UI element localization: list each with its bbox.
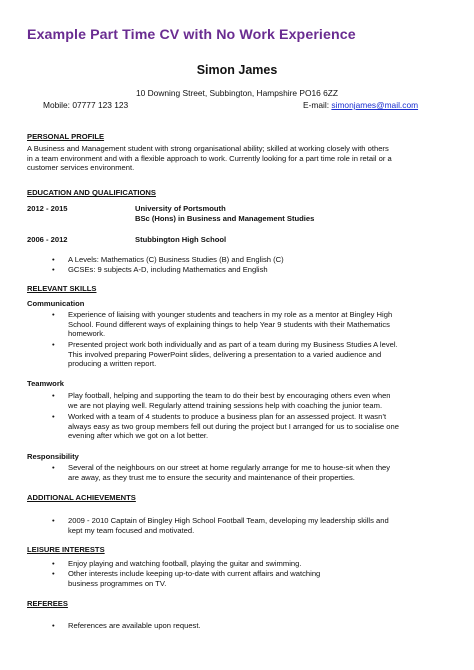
mobile-number: Mobile: 07777 123 123 [43,100,129,110]
bullet-marker: • [52,391,55,400]
document-title: Example Part Time CV with No Work Experience [27,27,356,43]
education-institution: Stubbington High School [135,235,227,244]
profile-line: customer services environment. [27,163,135,173]
skill-item: Presented project work both individually and as part of a team during my Business Studies A level. This involved preparing PowerPoint slides, delivering a presentation to a varied audience and producing a written report. [68,340,398,369]
email-line [303,100,418,110]
section-heading-interests: LEISURE INTERESTS [27,545,105,554]
education-award: BSc (Hons) in Business and Management Studies [135,214,315,223]
profile-line: A Business and Management student with strong organisational ability; skilled at working closely with others [27,144,389,153]
bullet-marker: • [52,569,55,578]
bullet-marker: • [52,340,55,349]
bullet-marker: • [52,310,55,319]
bullet-marker: • [52,516,55,525]
section-heading-achievements: ADDITIONAL ACHIEVEMENTS [27,493,136,502]
candidate-name: Simon James [196,63,278,77]
interest-item: Enjoy playing and watching football, playing the guitar and swimming. [68,559,302,568]
email-label: E-mail: [303,100,332,110]
address: 10 Downing Street, Subbington, Hampshire PO16 6ZZ [135,88,339,98]
section-heading-profile: PERSONAL PROFILE [27,132,105,141]
education-bullet: GCSEs: 9 subjects A-D, including Mathematics and English [68,265,268,274]
referee-item: References are available upon request. [68,621,201,630]
skill-group-teamwork: Teamwork [27,379,64,388]
skill-item: Experience of liaising with younger students and teachers in my role as a mentor at Bingley High School. Found different ways of explaining things to help Year 9 students with their Mathematics homework. [68,310,393,339]
achievement-item: 2009 - 2010 Captain of Bingley High School Football Team, developing my leadership skills and kept my team focused and motivated. [68,516,389,535]
skill-group-responsibility: Responsibility [27,452,79,461]
section-heading-education: EDUCATION AND QUALIFICATIONS [27,188,156,197]
bullet-marker: • [52,621,55,630]
bullet-marker: • [52,463,55,472]
skill-item: Play football, helping and supporting the team to do their best by encouraging others even when we are not playing well. Regularly attend training sessions help with coaching the junior team. [68,391,391,410]
profile-text [27,144,447,173]
email-link[interactable]: simonjames@mail.com [331,100,419,110]
section-heading-skills: RELEVANT SKILLS [27,284,97,293]
profile-line: in a team environment and with a flexible approach to work. Currently looking for a part time role in retail or a [27,153,392,163]
education-institution: University of Portsmouth [135,204,226,213]
bullet-marker: • [52,255,55,264]
skill-item: Worked with a team of 4 students to produce a business plan for an assessed project. It wasn’t always easy as two group members fell out during the project but I arranged for us to socialise one evening after which we got on a lot better. [68,412,399,441]
education-years: 2012 - 2015 [27,204,68,213]
bullet-marker: • [52,265,55,274]
skill-group-communication: Communication [27,299,85,308]
education-bullet: A Levels: Mathematics (C) Business Studies (B) and English (C) [68,255,284,264]
bullet-marker: • [52,412,55,421]
bullet-marker: • [52,559,55,568]
education-years: 2006 - 2012 [27,235,68,244]
skill-item: Several of the neighbours on our street at home regularly arrange for me to house-sit when they are away, as they trust me to ensure the security and maintenance of their properties. [68,463,391,482]
section-heading-referees: REFEREES [27,599,68,608]
interest-item: Other interests include keeping up-to-date with current affairs and watching business programmes on TV. [68,569,321,588]
